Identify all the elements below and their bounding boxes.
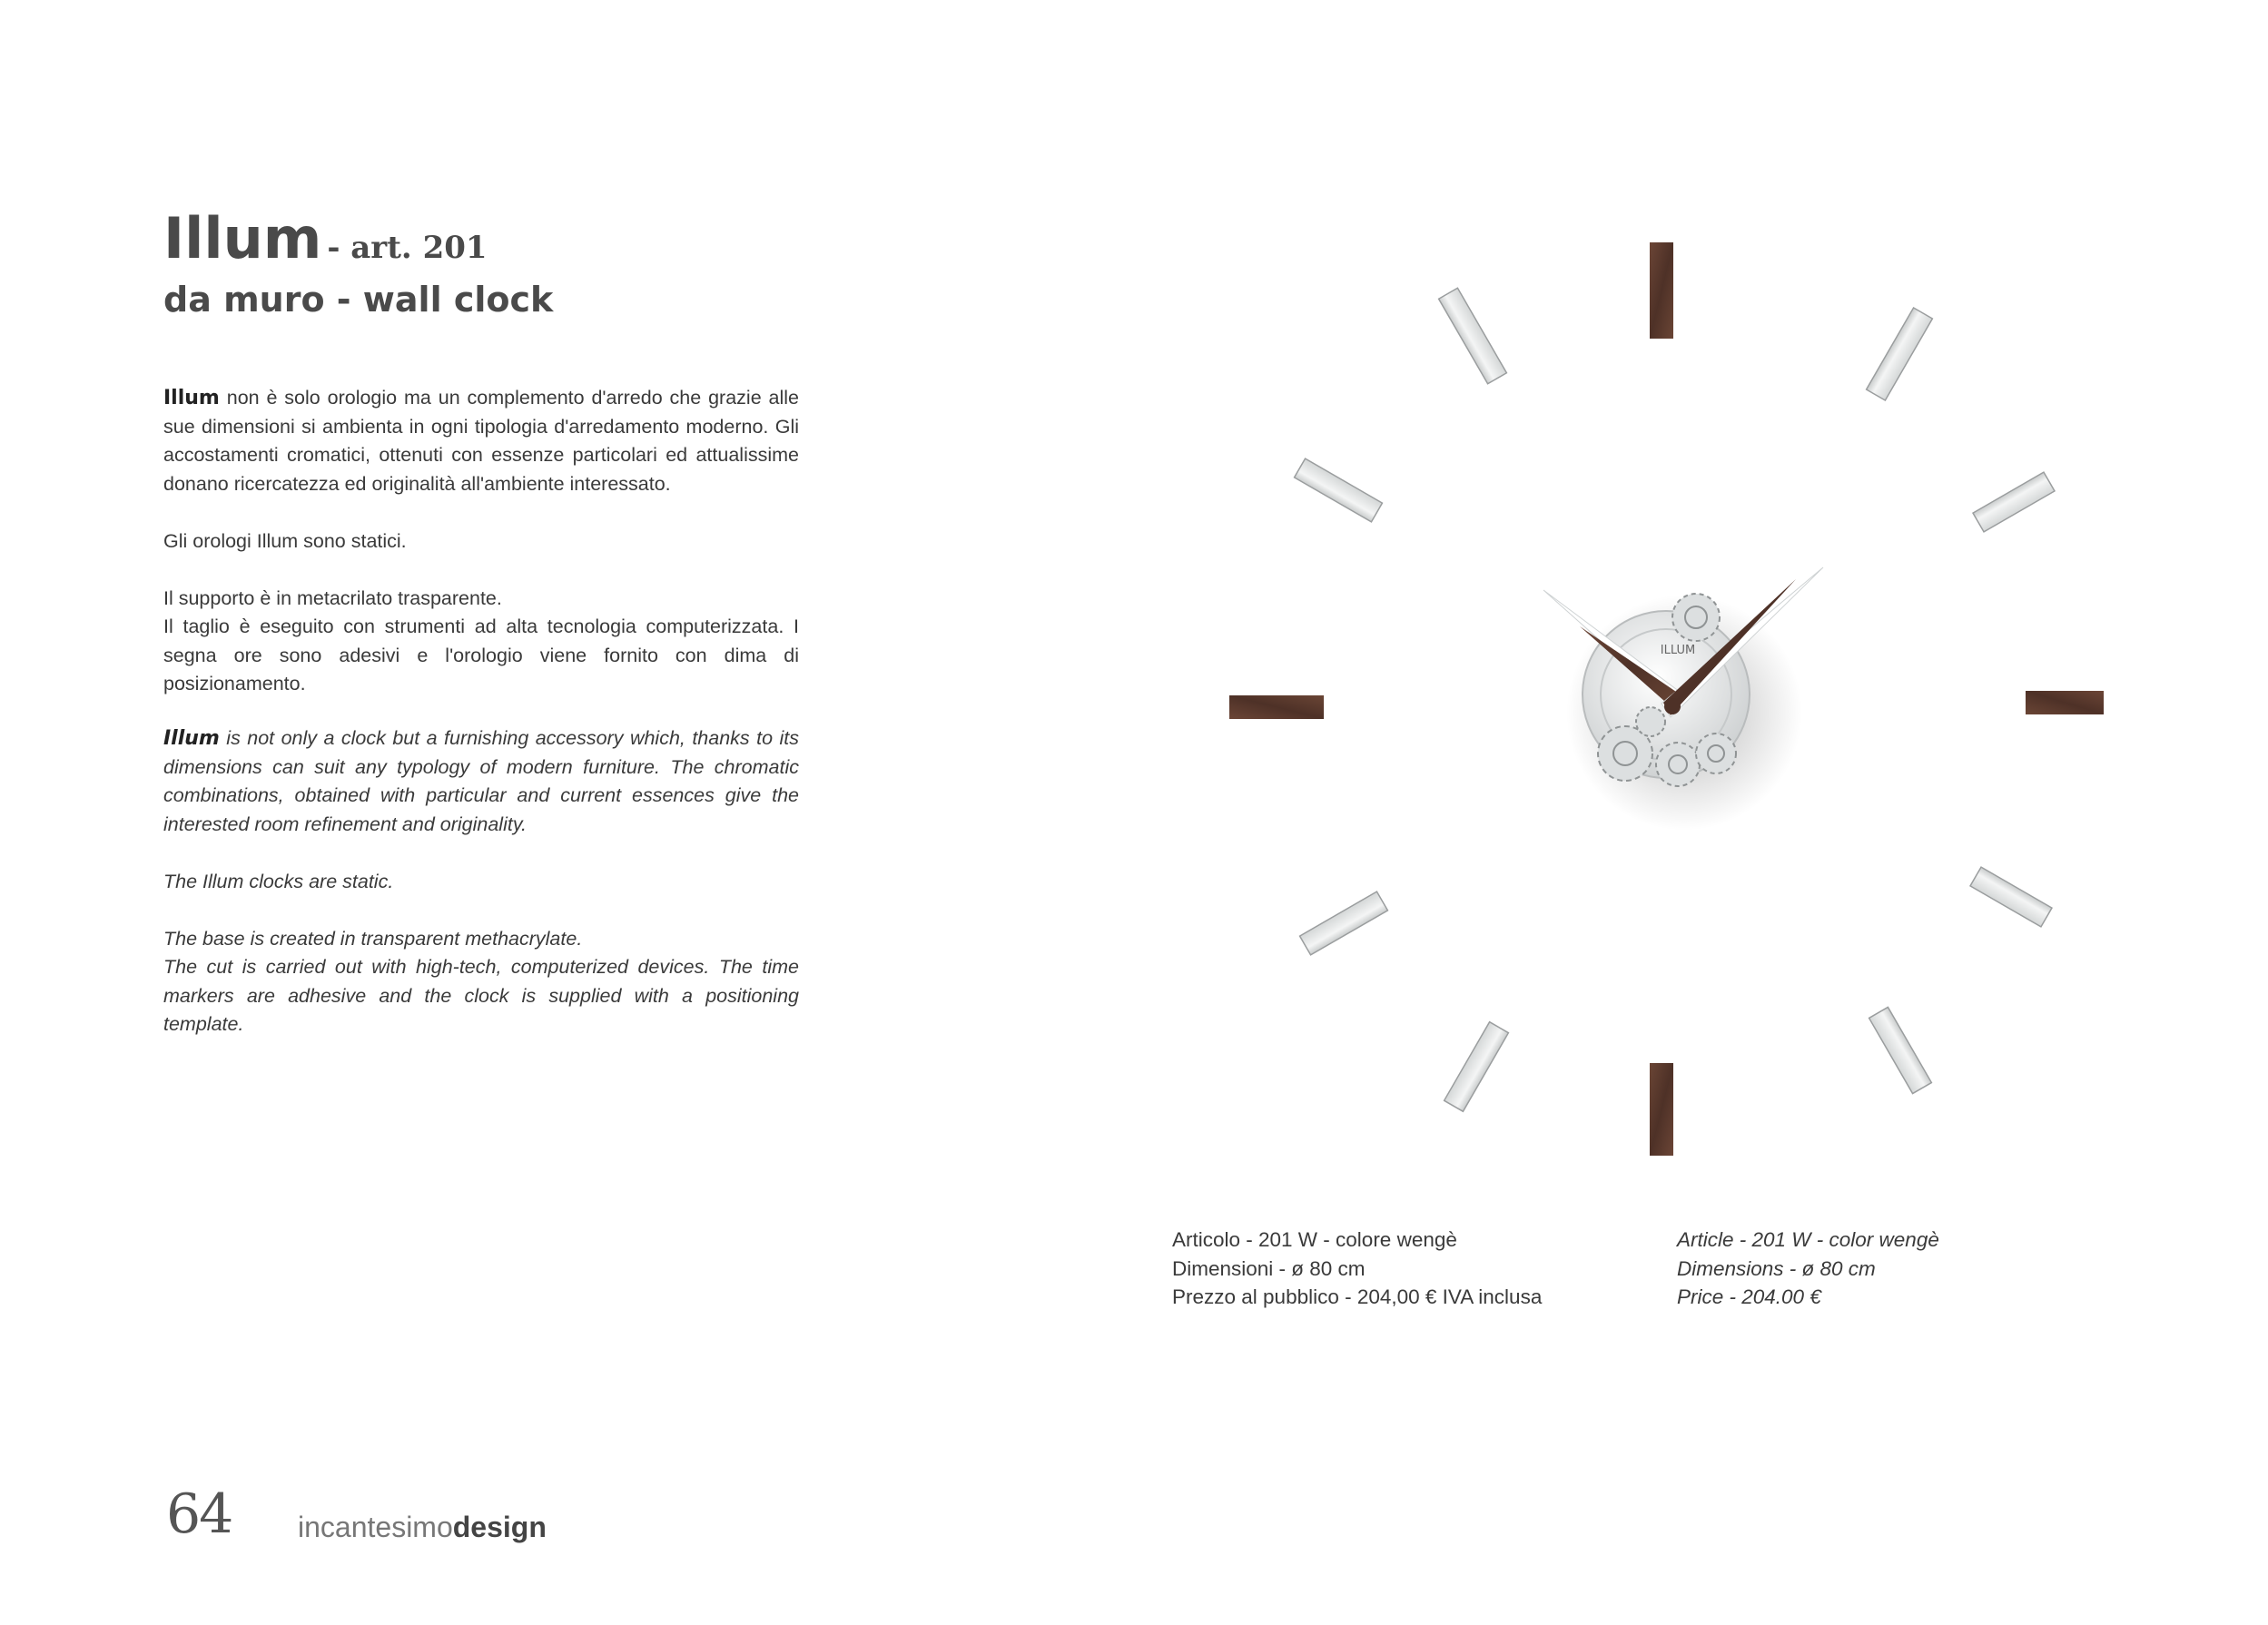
clock-image: [1198, 209, 2125, 1198]
dimensions-en: Dimensions - ø 80 cm: [1677, 1256, 1876, 1280]
clock-logo: ILLUM: [1660, 644, 1696, 657]
italian-paragraph-2: Gli orologi Illum sono statici.: [163, 529, 407, 552]
marker-3-icon: [2026, 691, 2104, 714]
dimensions-it: Dimensioni - ø 80 cm: [1172, 1256, 1366, 1280]
italian-paragraph-1: Illum non è solo orologio ma un complemento d'arredo che grazie alle sue dimensioni si ambienta in ogni tipologia d'arredamento moderno. Gli accostamenti cromatici, ottenuti con essenze particolari ed attualissime donano ricercatezza ed originalità all'ambiente interessato.: [163, 387, 799, 495]
english-paragraph-2: The Illum clocks are static.: [163, 870, 394, 892]
marker-1-icon: [1867, 308, 1933, 400]
marker-5-icon: [1869, 1007, 1932, 1093]
italian-lead: Illum: [163, 387, 220, 409]
english-paragraph-1: Illum is not only a clock but a furnishing accessory which, thanks to its dimensions can suit any typology of modern furniture. The chromatic combinations, obtained with particular and current essences give the interested room refinement and originality.: [163, 727, 799, 835]
article-number: - art. 201: [327, 230, 488, 266]
product-subtitle: da muro - wall clock: [163, 280, 554, 320]
page-number: 64: [166, 1482, 232, 1546]
price-it: Prezzo al pubblico - 204,00 € IVA inclusa: [1172, 1285, 1543, 1308]
article-en: Article - 201 W - color wengè: [1677, 1228, 1939, 1251]
marker-7-icon: [1445, 1022, 1509, 1112]
article-it: Articolo - 201 W - colore wengè: [1172, 1228, 1457, 1251]
marker-9-icon: [1229, 695, 1324, 719]
italian-paragraph-3: Il supporto è in metacrilato trasparente. Il taglio è eseguito con strumenti ad alta tecnologia computerizzata. I segna ore sono adesivi e l'orologio viene fornito con dima di posizionamento.: [163, 586, 799, 694]
price-en: Price - 204.00 €: [1677, 1285, 1821, 1308]
clock-mechanism: [1566, 594, 1802, 831]
marker-11-icon: [1439, 288, 1507, 384]
marker-2-icon: [1973, 472, 2055, 532]
english-paragraph-3: The base is created in transparent methacrylate. The cut is carried out with high-tech, computerized devices. The time markers are adhesive and the clock is supplied with a positioning template.: [163, 927, 799, 1035]
marker-8-icon: [1300, 891, 1388, 955]
product-info-english: [1677, 1226, 1939, 1312]
italian-description: [163, 384, 799, 727]
title-block: [163, 205, 554, 320]
marker-4-icon: [1970, 867, 2052, 927]
product-title: [163, 205, 553, 271]
marker-6-icon: [1650, 1063, 1673, 1156]
brand-light: incantesimo: [298, 1511, 453, 1543]
english-description: [163, 724, 799, 1068]
english-lead: Illum: [163, 727, 220, 750]
product-info-italian: [1172, 1226, 1542, 1312]
brand-bold: design: [452, 1511, 547, 1543]
marker-12-icon: [1650, 242, 1673, 339]
marker-10-icon: [1295, 458, 1383, 522]
product-name: Illum: [163, 205, 322, 271]
brand-footer: [298, 1511, 547, 1544]
